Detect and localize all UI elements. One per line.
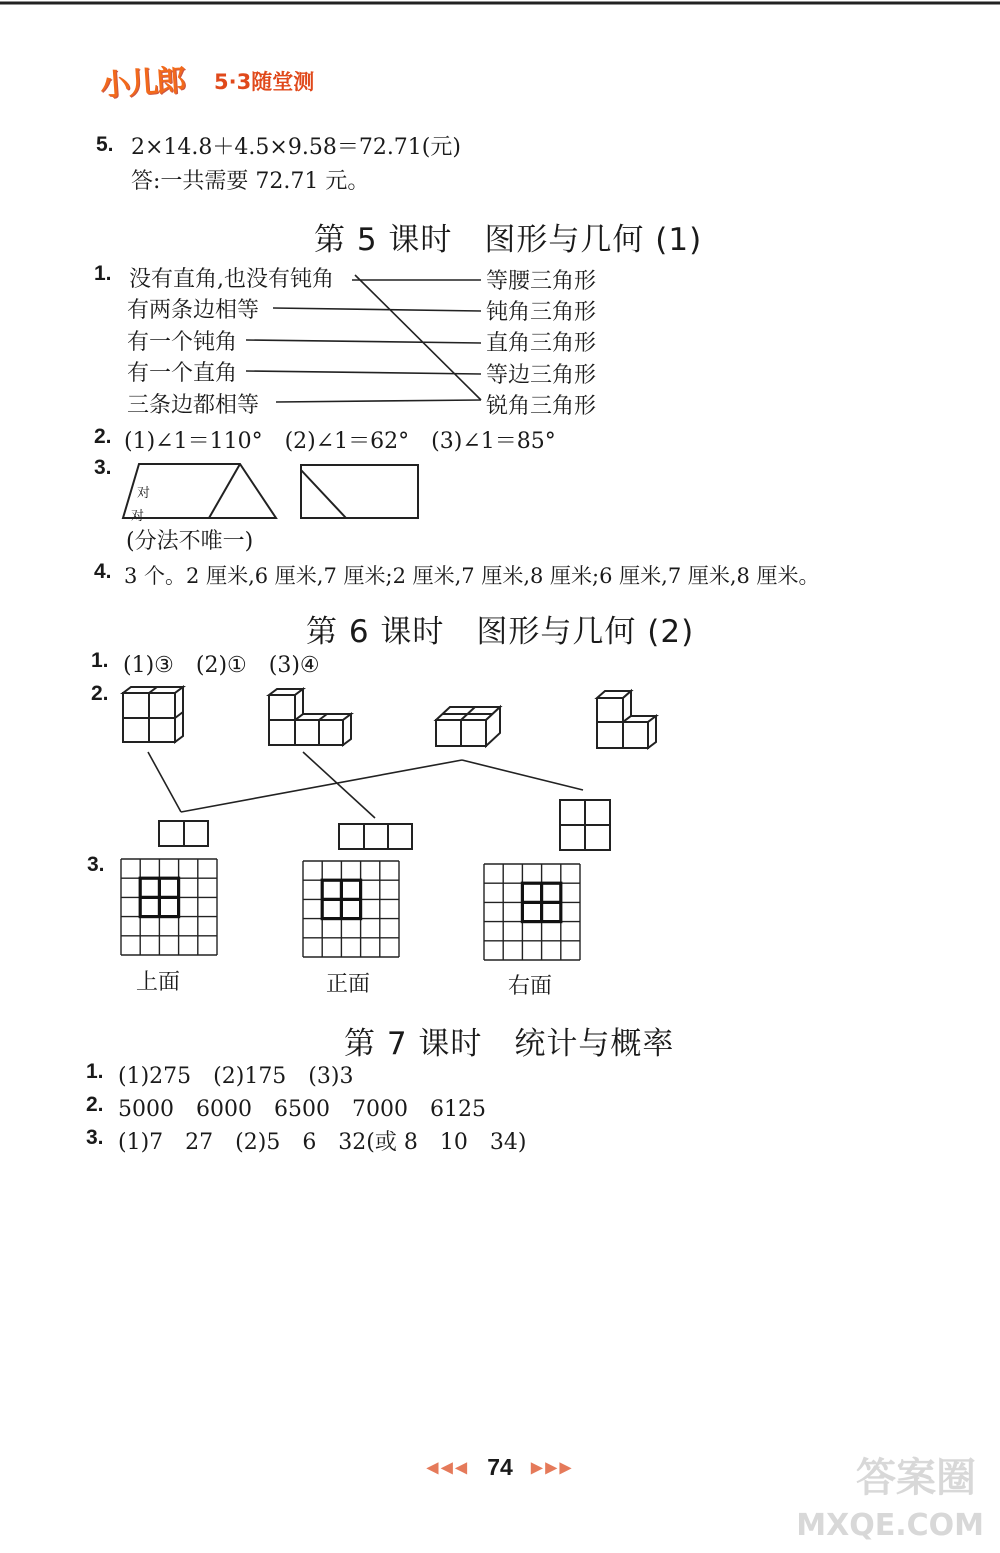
q4-answer: 3 个。2 厘米,6 厘米,7 厘米;2 厘米,7 厘米,8 厘米;6 厘米,7 厘米,8 厘米。 <box>124 564 820 588</box>
l6-q1-answer: (1)③ (2)① (3)④ <box>123 653 320 678</box>
answer-mark: 对 <box>137 486 151 501</box>
question-number: 1. <box>94 262 112 285</box>
rectangle-figure <box>301 465 418 518</box>
match-right-item: 等边三角形 <box>486 363 597 388</box>
question-number: 3. <box>87 853 105 876</box>
question-number: 2. <box>91 682 109 705</box>
match-left-item: 没有直角,也没有钝角 <box>129 267 334 292</box>
question-number: 3. <box>86 1126 104 1149</box>
l7-q3-answer: (1)7 27 (2)5 6 32(或 8 10 34) <box>118 1130 527 1155</box>
watermark-logo: 答案圈 <box>856 1455 976 1501</box>
top-view-grid <box>121 859 217 955</box>
brand-logo: 小儿郎 <box>99 63 186 104</box>
match-right-item: 钝角三角形 <box>486 300 597 325</box>
question-number: 1. <box>91 649 109 672</box>
cube-matching-lines <box>148 752 583 818</box>
question-number: 4. <box>94 560 112 583</box>
q3-note: (分法不唯一) <box>126 529 254 554</box>
lesson5-title: 第 5 课时 图形与几何 (1) <box>314 222 703 258</box>
view-label-front: 正面 <box>326 972 371 997</box>
q2-answer: (1)∠1＝110° (2)∠1＝62° (3)∠1＝85° <box>124 429 556 454</box>
lesson6-title: 第 6 课时 图形与几何 (2) <box>306 614 695 650</box>
page-number: 74 <box>487 1454 513 1480</box>
right-arrows-icon: ▶▶▶ <box>530 1459 574 1477</box>
q5-answer: 答:一共需要 72.71 元。 <box>131 169 370 194</box>
match-right-item: 直角三角形 <box>486 331 597 356</box>
trapezoid-figure <box>123 464 276 518</box>
match-left-item: 有一个直角 <box>127 361 238 386</box>
question-number: 2. <box>86 1093 104 1116</box>
series-name: 5·3随堂测 <box>214 70 315 94</box>
right-view-grid <box>484 864 580 960</box>
l7-q2-answer: 5000 6000 6500 7000 6125 <box>118 1097 486 1122</box>
matching-lines <box>246 275 481 402</box>
front-view-grid <box>303 861 399 957</box>
view-grids <box>121 859 580 960</box>
question-number: 3. <box>94 456 112 479</box>
match-left-item: 有两条边相等 <box>127 298 260 323</box>
match-right-item: 锐角三角形 <box>486 394 597 419</box>
match-left-item: 有一个钝角 <box>127 330 238 355</box>
question-number: 2. <box>94 425 112 448</box>
watermark-url: MXQE.COM <box>796 1508 984 1543</box>
view-label-right: 右面 <box>508 974 553 999</box>
question-number: 1. <box>86 1060 104 1083</box>
left-arrows-icon: ◀◀◀ <box>426 1459 470 1477</box>
answer-mark: 对 <box>131 509 145 524</box>
cube-figures <box>123 687 656 850</box>
match-left-item: 三条边都相等 <box>127 393 260 418</box>
match-right-item: 等腰三角形 <box>486 269 597 294</box>
l7-q1-answer: (1)275 (2)175 (3)3 <box>118 1064 354 1089</box>
lesson7-title: 第 7 课时 统计与概率 <box>344 1026 675 1062</box>
q5-formula: 2×14.8＋4.5×9.58＝72.71(元) <box>131 135 461 160</box>
view-label-top: 上面 <box>136 970 181 995</box>
question-number: 5. <box>96 133 114 156</box>
